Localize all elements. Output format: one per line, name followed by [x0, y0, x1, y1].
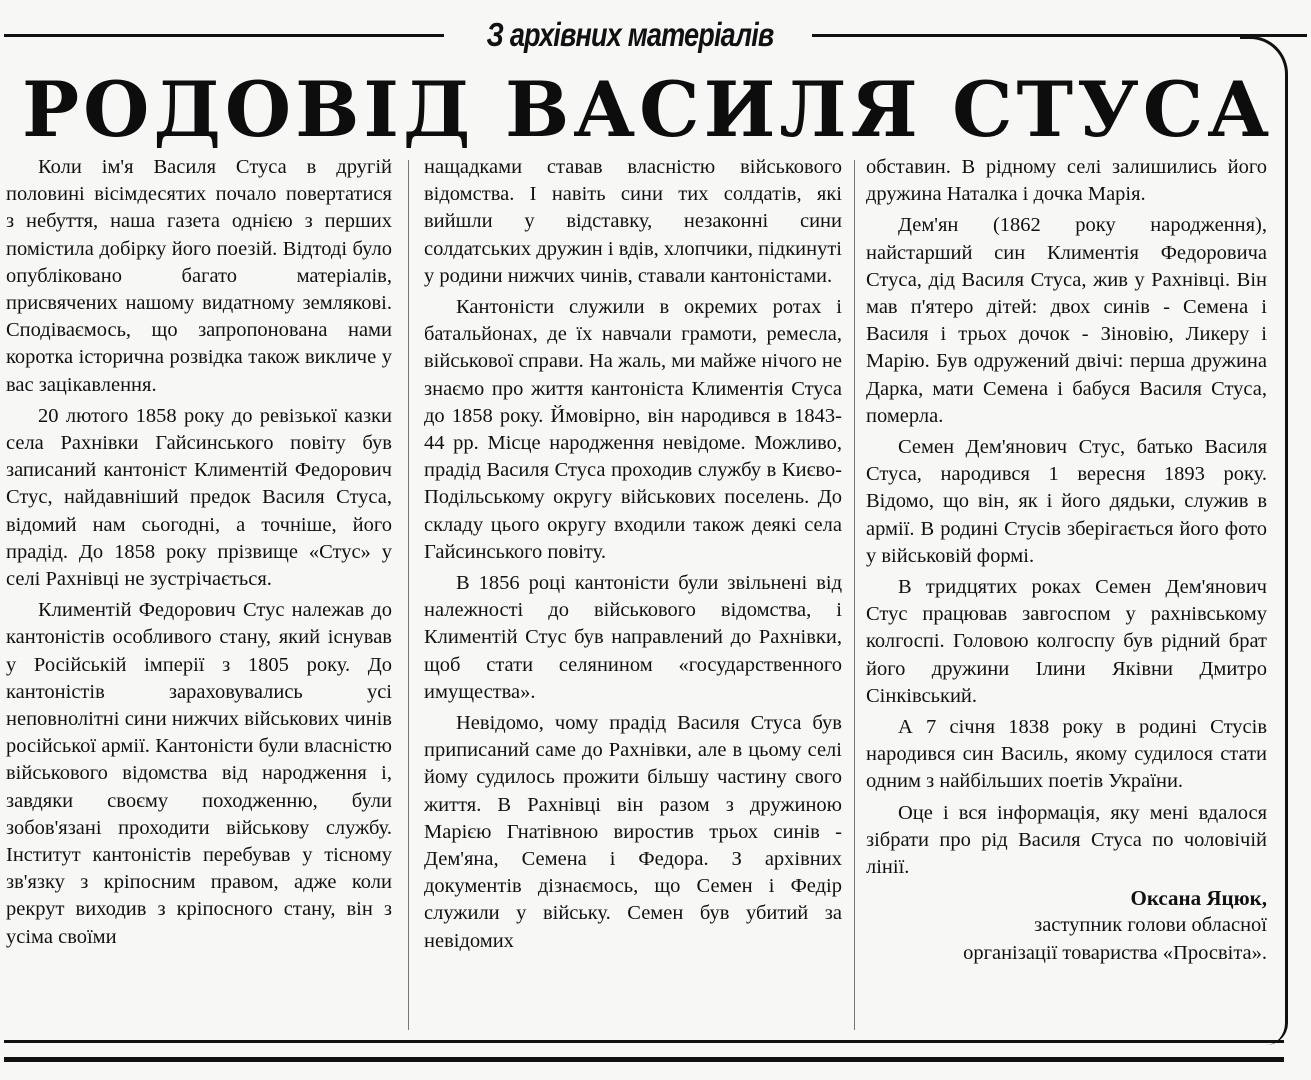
rubric-rule-left	[4, 34, 444, 37]
paragraph: В 1856 році кантоністи були звільнені від належності до військового відомства, і Климентій Стус був направлений до Рахнівки, щоб стати селянином «государственного имущества».	[424, 572, 842, 703]
rubric-label: З архівних матеріалів	[486, 16, 774, 53]
paragraph: Коли ім'я Василя Стуса в другій половині вісімдесятих почало повертатися з небуття, наша газета однією з перших помістила добірку його поезій. Відтоді було опубліковано багато матеріалів, присвячених нашому видатному землякові. Сподіваємось, що запропонована нами коротка історична розвідка також викличе у вас зацікавлення.	[6, 156, 392, 396]
paragraph: Оце і вся інформація, яку мені вдалося зібрати про рід Василя Стуса по чоловічій лінії.	[866, 801, 1267, 879]
author-signature	[866, 885, 1267, 967]
paragraph: обставин. В рідному селі залишились його дружина Наталка і дочка Марія.	[866, 156, 1267, 206]
article-headline: РОДОВІД ВАСИЛЯ СТУСА	[22, 65, 1274, 154]
paragraph: нащадками ставав власністю військового відомства. І навіть сини тих солдатів, які вийшли у відставку, незаконні сини солдатських дружин і вдів, хлопчики, підкинуті у родини нижчих чинів, ставали кантоністами.	[424, 156, 842, 287]
paragraph: Климентій Федорович Стус належав до кантоністів особливого стану, який існував у Російській імперії з 1805 року. До кантоністів зараховувались усі неповнолітні сини нижчих військових чинів російської армії. Кантоністи були власністю військового відомства від народження і, завдяки своєму походженню, були зобов'язані проходити військову службу. Інститут кантоністів перебував у тісному зв'язку з кріпосним правом, адже коли рекрут виходив з кріпосного стану, він з усіма своїми	[6, 599, 392, 948]
frame-border-bottom	[4, 1040, 1284, 1043]
author-role: заступник голови обласної	[1034, 914, 1267, 937]
author-organization: організації товариства «Просвіта».	[963, 941, 1267, 964]
article-column-2	[424, 154, 842, 959]
article-column-1	[6, 154, 392, 955]
rubric-rule-right	[812, 34, 1307, 37]
paragraph: Дем'ян (1862 року народження), найстарший син Климентія Федоровича Стуса, дід Василя Стуса, жив у Рахнівці. Він мав п'ятеро дітей: двох синів - Семена і Василя і трьох дочок - Зіновію, Ликеру і Марію. Був одружений двічі: перша дружина Дарка, мати Семена і бабуся Василя Стуса, померла.	[866, 214, 1267, 427]
page-bottom-rule	[4, 1057, 1284, 1062]
author-name: Оксана Яцюк,	[1130, 886, 1267, 911]
paragraph: Невідомо, чому прадід Василя Стуса був приписаний саме до Рахнівки, але в цьому селі йому судилось прожити більшу частину свого життя. В Рахнівці він разом з дружиною Марією Гнатівною виростив трьох синів - Дем'яна, Семена і Федора. З архівних документів дізнаємось, що Семен і Федір служили у війську. Семен був убитий за невідомих	[424, 712, 842, 952]
article-column-3	[866, 154, 1267, 967]
paragraph: А 7 січня 1838 року в родині Стусів народився син Василь, якому судилося стати одним з найбільших поетів України.	[866, 716, 1267, 793]
paragraph: Кантоністи служили в окремих ротах і батальйонах, де їх навчали грамоти, ремесла, військової справи. На жаль, ми майже нічого не знаємо про життя кантоніста Климентія Стуса до 1858 року. Ймовірно, він народився в 1843-44 рр. Місце народження невідоме. Можливо, прадід Василя Стуса проходив службу в Києво-Подільському округу військових поселень. До складу цього округу входили також деякі села Гайсинського повіту.	[424, 296, 842, 563]
paragraph: 20 лютого 1858 року до ревізької казки села Рахнівки Гайсинського повіту був записаний кантоніст Климентій Федорович Стус, найдавніший предок Василя Стуса, відомий нам сьогодні, а точніше, його прадід. До 1858 року прізвище «Стус» у селі Рахнівці не зустрічається.	[6, 404, 392, 591]
paragraph: Семен Дем'янович Стус, батько Василя Стуса, народився 1 вересня 1893 року. Відомо, що він, як і його дядьки, служив в армії. В родині Стусів зберігається його фото у військовій формі.	[866, 436, 1267, 567]
column-divider	[854, 160, 855, 1030]
column-divider	[408, 160, 409, 1030]
paragraph: В тридцятих роках Семен Дем'янович Стус працював завгоспом у рахнівському колгоспі. Головою колгоспу був рідний брат його дружини Ілини Яківни Дмитро Сінківський.	[866, 576, 1267, 707]
